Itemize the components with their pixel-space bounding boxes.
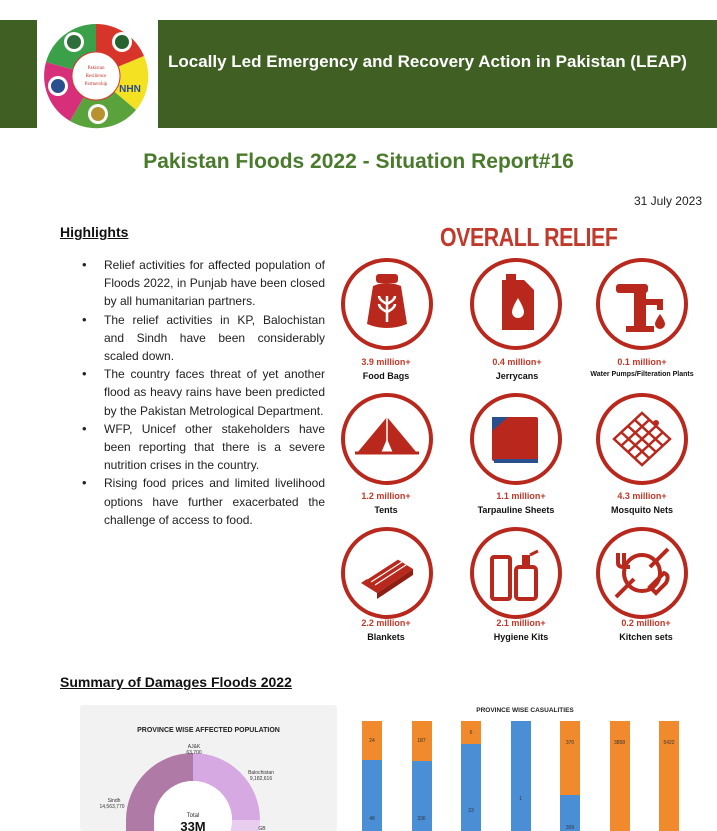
bar-segment-orange xyxy=(659,721,679,831)
highlight-item: • The relief activities in KP, Balochistan and Sindh have been considerably scaled down. xyxy=(80,311,325,366)
pie-label-value: 63,700 xyxy=(186,750,202,756)
pie-label-name: Sindh xyxy=(107,798,121,804)
relief-value: 0.4 million+ xyxy=(492,357,542,367)
relief-label: Food Bags xyxy=(362,371,410,381)
relief-label: Jerrycans xyxy=(495,371,539,381)
header-band-left xyxy=(0,20,37,128)
mosquito-net-icon xyxy=(596,393,688,485)
donut-slice-bottom xyxy=(126,820,154,831)
relief-value: 0.1 million+ xyxy=(617,357,667,367)
bar-segment-blue xyxy=(511,721,531,831)
highlights-list xyxy=(80,256,325,529)
pie-label-name: Balochistan xyxy=(248,770,274,776)
relief-label: Hygiene Kits xyxy=(493,632,549,642)
report-title: Pakistan Floods 2022 - Situation Report#16 xyxy=(143,150,574,173)
relief-label: Kitchen sets xyxy=(619,632,673,642)
highlight-item: • The country faces threat of yet another flood as heavy rains have been predicted by the Pakistan Metrological Department. xyxy=(80,365,325,420)
pie-label-name: AJ&K xyxy=(187,744,201,750)
summary-heading: Summary of Damages Floods 2022 xyxy=(60,674,292,690)
bar-data-label: 336 xyxy=(417,816,426,822)
bar-data-label: 3858 xyxy=(613,740,626,746)
header-title: Locally Led Emergency and Recovery Action in Pakistan (LEAP) xyxy=(168,52,687,71)
bar-segment-orange xyxy=(610,721,630,831)
blanket-icon xyxy=(341,527,433,619)
jerrycan-icon xyxy=(470,258,562,350)
partnership-logo xyxy=(40,22,152,130)
food-bag-icon xyxy=(341,258,433,350)
affected-population-chart xyxy=(80,705,337,831)
pie-label-name: GB xyxy=(258,826,266,831)
svg-text:Pakistan: Pakistan xyxy=(87,66,105,71)
bar-data-label: 1 xyxy=(519,796,522,802)
bar-data-label: 309 xyxy=(565,825,575,831)
relief-label: Mosquito Nets xyxy=(611,505,673,515)
relief-value: 3.9 million+ xyxy=(361,357,411,367)
report-date: 31 July 2023 xyxy=(633,194,702,208)
relief-value: 4.3 million+ xyxy=(617,491,667,501)
pie-center-label: Total xyxy=(186,813,200,819)
relief-value: 2.2 million+ xyxy=(361,618,411,628)
relief-value: 0.2 million+ xyxy=(621,618,671,628)
bar-data-label: 48 xyxy=(369,815,375,822)
tarpaulin-icon xyxy=(470,393,562,485)
relief-label: Tarpauline Sheets xyxy=(477,505,555,515)
relief-value: 1.1 million+ xyxy=(496,491,546,501)
relief-label: Tents xyxy=(374,505,398,515)
highlight-item: • WFP, Unicef other stakeholders have been reporting that there is a severe nutrition crises in the country. xyxy=(80,420,325,475)
water-pump-icon xyxy=(596,258,688,350)
header-band xyxy=(158,20,717,128)
highlight-item: • Relief activities for affected population of Floods 2022, in Punjab have been closed by all humanitarian partners. xyxy=(80,256,325,311)
highlight-item: • Rising food prices and limited livelihood options have further exacerbated the challenge of access to food. xyxy=(80,474,325,529)
pie-chart-title: PROVINCE WISE AFFECTED POPULATION xyxy=(137,727,280,734)
bar-data-label: 24 xyxy=(369,737,375,744)
bar-segment-blue xyxy=(461,744,481,831)
svg-text:NHN: NHN xyxy=(119,84,141,95)
relief-label: Water Pumps/Filteration Plants xyxy=(590,371,694,378)
relief-value: 1.2 million+ xyxy=(361,491,411,501)
bar-data-label: 6 xyxy=(469,729,473,736)
pie-center-value: 33M xyxy=(180,819,206,831)
svg-text:Partnership: Partnership xyxy=(84,82,108,87)
bar-data-label: 23 xyxy=(468,807,474,814)
bar-data-label: 5422 xyxy=(663,740,675,746)
pie-label-value: 9,182,616 xyxy=(249,776,273,782)
bar-data-label: 370 xyxy=(565,740,575,746)
bar-chart-title: PROVINCE WISE CASUALITIES xyxy=(476,707,574,714)
pie-label-value: 14,563,770 xyxy=(99,804,125,810)
overall-relief-heading: OVERALL RELIEF xyxy=(440,222,618,252)
tent-icon xyxy=(341,393,433,485)
highlights-heading: Highlights xyxy=(60,224,129,240)
relief-value: 2.1 million+ xyxy=(496,618,546,628)
bar-data-label: 187 xyxy=(417,738,426,744)
svg-text:Resilience: Resilience xyxy=(85,74,107,79)
kitchen-set-icon xyxy=(596,527,688,619)
hygiene-kit-icon xyxy=(470,527,562,619)
bar-segment-orange xyxy=(560,721,580,795)
relief-label: Blankets xyxy=(367,632,405,642)
